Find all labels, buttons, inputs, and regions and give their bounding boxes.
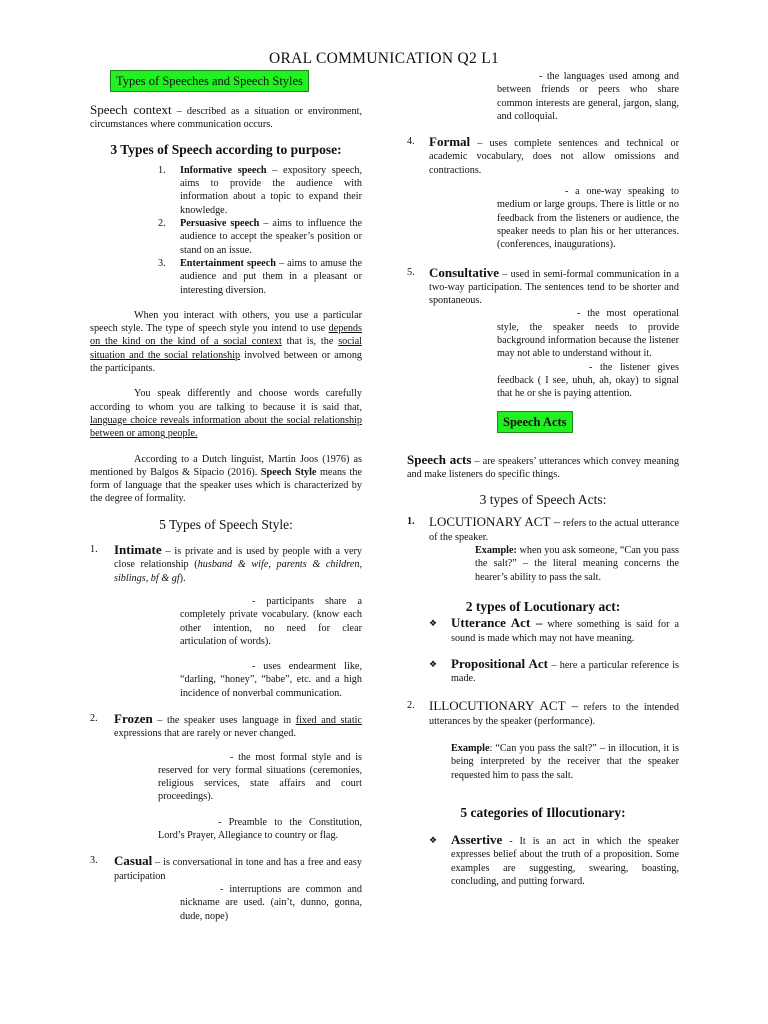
word-choice-paragraph: You speak differently and choose words carefully according to whom you are talking to because it is said that, language choice reveals information about the social relationship between or among people. — [90, 388, 362, 440]
locutionary-types-heading: 2 types of Locutionary act: — [465, 598, 621, 614]
purpose-item: 1. Informative speech – expository speech, aims to provide the audience with information about a topic to expand their knowledge. — [158, 164, 363, 216]
act-locutionary: 1. LOCUTIONARY ACT – refers to the actual utterance of the speaker. — [407, 514, 680, 543]
locutionary-example: Example: when you ask someone, “Can you pass the salt?” – the literal meaning concerns the hearer’s ability to pass the salt. — [475, 545, 679, 583]
speech-context-definition: Speech context – described as a situation or environment, circumstances where communication occurs. — [90, 102, 362, 131]
intimate-detail: - participants share a completely private vocabulary. (know each other intention, no need for clear articulation of words). — [180, 595, 362, 647]
intimate-detail: - uses endearment like, “darling, “honey”, “babe”, etc. and a high incidence of nonverbal communication. — [180, 661, 362, 699]
diamond-bullet-icon: ❖ — [429, 658, 438, 669]
style-item-casual: 3. Casual – is conversational in tone and has a free and easy participation — [90, 853, 362, 882]
style-item-formal: 4. Formal – uses complete sentences and technical or academic vocabulary, does not allow omissions and contractions. — [407, 134, 679, 176]
locutionary-type-propositional: ❖ Propositional Act – here a particular reference is made. — [429, 655, 679, 685]
formal-detail: - a one-way speaking to medium or large groups. There is little or no feedback from the listeners or audience, the speaker needs to plan his or her utterances. (conferences, inaugurations). — [497, 186, 679, 251]
casual-detail-continued: - the languages used among and between friends or peers who share common interests are general, jargon, slang, and colloquial. — [497, 71, 679, 122]
frozen-detail: - the most formal style and is reserved for very formal situations (ceremonies, religious services, state affairs and court proceedings). — [158, 751, 362, 803]
style-heading: 5 Types of Speech Style: — [159, 516, 293, 532]
speech-acts-definition: Speech acts – are speakers’ utterances which convey meaning and make listeners do specific things. — [407, 451, 679, 480]
style-item-intimate: 1. Intimate – is private and is used by people with a very close relationship (husband & wife, parents & children, siblings, bf & gf). — [90, 542, 362, 584]
illocutionary-category-assertive: ❖ Assertive - It is an act in which the speaker expresses belief about the truth of a proposition. Some examples are suggesting, swearing, boasting, concluding, and putting forward. — [429, 832, 679, 888]
locutionary-type-utterance: ❖ Utterance Act – where something is said for a sound is made which may not have meaning. — [429, 615, 679, 644]
casual-detail: - interruptions are common and nickname are used. (ain’t, dunno, gonna, dude, nope) — [180, 883, 362, 922]
section-heading-speech-acts: Speech Acts — [497, 411, 573, 433]
consultative-detail: - the most operational style, the speaker needs to provide background information because the listener may not able to understand without it. — [497, 308, 679, 360]
consultative-detail: - the listener gives feedback ( I see, uhuh, ah, okay) to signal that he or she is paying attention. — [497, 361, 679, 400]
style-item-consultative: 5. Consultative – used in semi-formal communication in a two-way participation. The sentences tend to be shorter and spontaneous. — [407, 264, 679, 307]
purpose-heading: 3 Types of Speech according to purpose: — [110, 141, 342, 157]
right-column — [407, 70, 679, 888]
joos-paragraph: According to a Dutch linguist, Martin Joos (1976) as mentioned by Balgos & Sipacio (2016). Speech Style means the form of language that the speaker uses which is characterized by the degree of formality. — [90, 453, 362, 505]
style-item-frozen: 2. Frozen – the speaker uses language in fixed and static expressions that are rarely or never changed. — [90, 710, 363, 740]
speech-acts-types-heading: 3 types of Speech Acts: — [479, 492, 607, 508]
section-heading-speeches: Types of Speeches and Speech Styles — [110, 70, 309, 92]
diamond-bullet-icon: ❖ — [429, 618, 438, 629]
left-column — [90, 70, 362, 923]
purpose-list — [158, 164, 362, 297]
act-illocutionary: 2. ILLOCUTIONARY ACT – refers to the intended utterances by the speaker (performance). — [407, 698, 679, 727]
purpose-item: 2. Persuasive speech – aims to influence the audience to accept the speaker’s position or stand on an issue. — [158, 218, 363, 256]
diamond-bullet-icon: ❖ — [429, 835, 438, 846]
frozen-detail: - Preamble to the Constitution, Lord’s Prayer, Allegiance to country or flag. — [158, 816, 362, 842]
illocutionary-categories-heading: 5 categories of Illocutionary: — [460, 804, 626, 820]
illocutionary-example: Example: “Can you pass the salt?” – in illocution, it is being interpreted by the receiver that the speaker requested him to pass the salt. — [451, 742, 679, 781]
speech-style-paragraph: When you interact with others, you use a particular speech style. The type of speech style you intend to use depends on the kind on the kind of a social context that is, the social situation and the social relationship involved between or among the participants. — [90, 309, 363, 375]
page-title: ORAL COMMUNICATION Q2 L1 — [268, 50, 500, 67]
purpose-item: 3. Entertainment speech – aims to amuse the audience and put them in a pleasant or interesting diversion. — [158, 257, 362, 296]
